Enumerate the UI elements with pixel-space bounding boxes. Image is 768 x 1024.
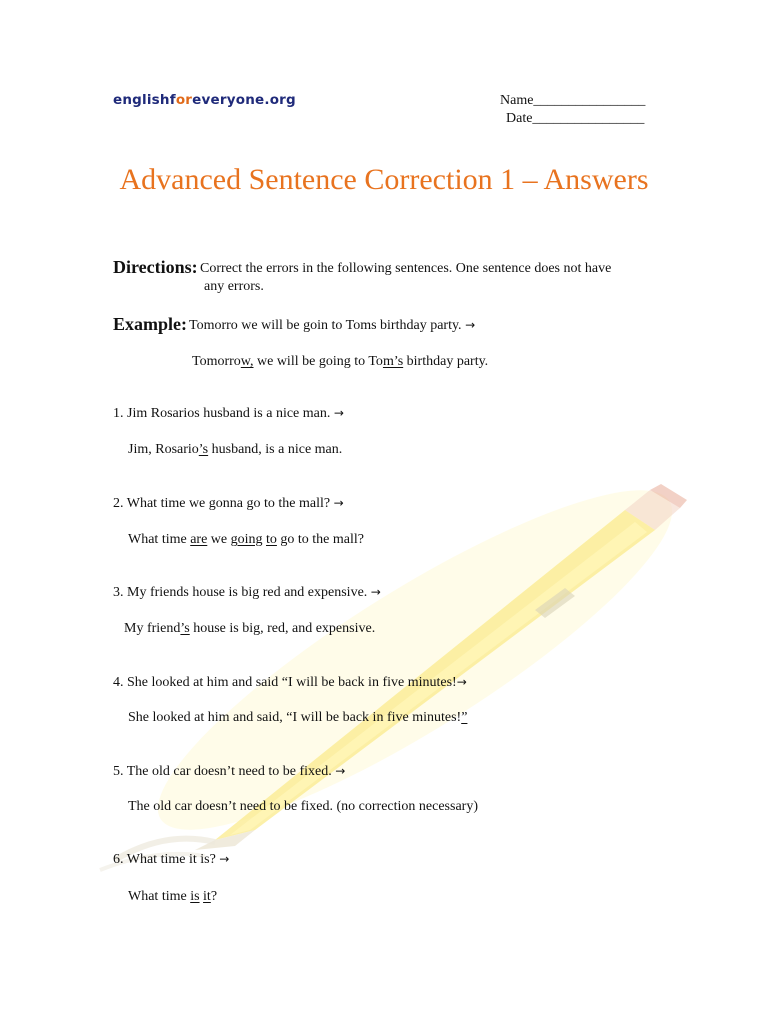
question-text: What time it is? bbox=[126, 852, 216, 867]
answer-text: What time bbox=[128, 532, 191, 547]
correction-mark: it bbox=[203, 889, 211, 904]
answer-text: go to the mall? bbox=[276, 532, 364, 547]
directions-text: any errors. bbox=[204, 279, 264, 294]
arrow-icon: → bbox=[465, 318, 476, 332]
directions-text: Correct the errors in the following sentences. One sentence does not have bbox=[200, 261, 612, 276]
question-text: Jim Rosarios husband is a nice man. bbox=[127, 406, 331, 421]
correction-mark: ’s bbox=[198, 442, 209, 457]
correction-mark: is bbox=[190, 889, 200, 904]
answer-text: we will be goin bbox=[253, 354, 344, 369]
date-field: Date________________ bbox=[506, 111, 645, 126]
answer-text: Tomorro bbox=[192, 354, 241, 369]
question-item bbox=[113, 406, 344, 422]
answer-item bbox=[128, 532, 364, 548]
question-item bbox=[113, 852, 229, 868]
arrow-icon: → bbox=[219, 852, 230, 866]
correction-mark: to bbox=[266, 532, 277, 547]
page-title: Advanced Sentence Correction 1 – Answers bbox=[119, 163, 649, 196]
question-number: 4. bbox=[113, 675, 124, 690]
question-item bbox=[113, 585, 381, 601]
question-number: 5. bbox=[113, 764, 124, 779]
answer-item bbox=[124, 621, 375, 637]
arrow-icon: → bbox=[333, 406, 344, 420]
question-number: 2. bbox=[113, 496, 124, 511]
answer-item bbox=[128, 442, 342, 458]
answer-text: husband, is a nice man. bbox=[208, 442, 343, 457]
answer-item bbox=[128, 889, 217, 905]
answer-text: She looked at him and said, “I will be back in five minutes! bbox=[128, 710, 462, 725]
arrow-icon: → bbox=[456, 675, 467, 689]
correction-mark: going bbox=[230, 532, 263, 547]
correction-mark: ” bbox=[461, 710, 468, 725]
question-text: She looked at him and said “I will be back in five minutes! bbox=[127, 675, 457, 690]
correction-mark: w, bbox=[240, 354, 254, 369]
example-question: Tomorro we will be goin to Toms birthday party. bbox=[189, 318, 462, 333]
arrow-icon: → bbox=[370, 585, 381, 599]
question-text: The old car doesn’t need to be fixed. bbox=[126, 764, 332, 779]
answer-text: to To bbox=[350, 354, 383, 369]
site-logo bbox=[113, 92, 296, 108]
question-item bbox=[113, 496, 344, 512]
answer-text: we bbox=[207, 532, 231, 547]
answer-item bbox=[128, 799, 478, 815]
logo-text-part: or bbox=[175, 92, 193, 108]
answer-text: house is big, red, and expensive. bbox=[189, 621, 376, 636]
logo-text-part: everyone.org bbox=[192, 92, 296, 108]
arrow-icon: → bbox=[335, 764, 346, 778]
correction-mark: g bbox=[343, 354, 351, 369]
answer-text: Jim, Rosario bbox=[128, 442, 199, 457]
answer-text: What time bbox=[128, 889, 191, 904]
question-number: 3. bbox=[113, 585, 124, 600]
logo-text-part: englishf bbox=[113, 92, 176, 108]
question-item bbox=[113, 675, 467, 691]
example-label: Example: bbox=[113, 314, 187, 334]
directions-label: Directions: bbox=[113, 257, 198, 277]
answer-text: My friend bbox=[124, 621, 181, 636]
answer-text: birthday party. bbox=[403, 354, 489, 369]
question-number: 1. bbox=[113, 406, 124, 421]
correction-mark: ’s bbox=[180, 621, 190, 636]
question-text: My friends house is big red and expensive. bbox=[127, 585, 368, 600]
arrow-icon: → bbox=[333, 496, 344, 510]
question-text: What time we gonna go to the mall? bbox=[126, 496, 331, 511]
correction-mark: m’s bbox=[382, 354, 404, 369]
answer-text: ? bbox=[210, 889, 218, 904]
answer-text: The old car doesn’t need to be fixed. (no correction necessary) bbox=[128, 799, 478, 814]
example-sentence bbox=[189, 318, 475, 334]
question-number: 6. bbox=[113, 852, 124, 867]
answer-item bbox=[128, 710, 467, 726]
correction-mark: are bbox=[190, 532, 208, 547]
question-item bbox=[113, 764, 345, 780]
example-answer bbox=[192, 354, 488, 370]
name-field: Name________________ bbox=[500, 93, 646, 108]
